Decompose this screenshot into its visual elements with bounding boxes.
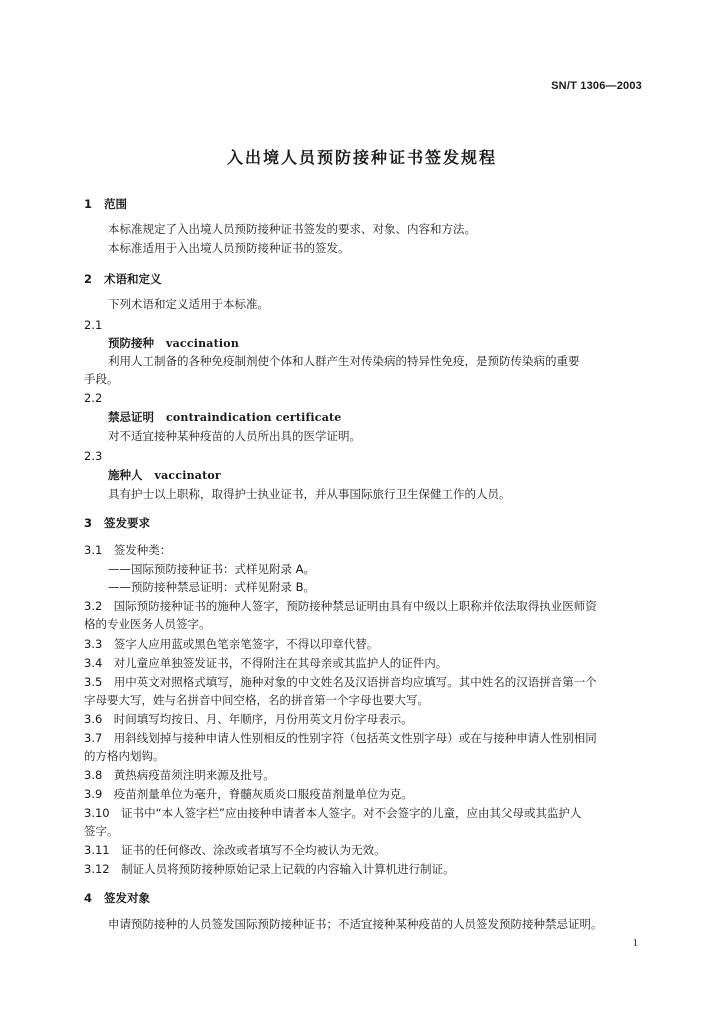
clause-text: 3.5 用中英文对照格式填写，施种对象的中文姓名及汉语拼音均应填写。其中姓名的汉语拼音第一个 bbox=[84, 675, 597, 689]
clause-text: 签字。 bbox=[84, 824, 119, 838]
term-heading bbox=[108, 410, 342, 425]
term-cn: 预防接种 bbox=[108, 336, 154, 350]
document-title: 入出境人员预防接种证书签发规程 bbox=[226, 148, 497, 167]
section-4-number: 4 bbox=[84, 891, 93, 905]
section-2-title: 术语和定义 bbox=[104, 272, 162, 286]
clause-text: 格的专业医务人员签字。 bbox=[84, 617, 211, 631]
clause-text: 的方格内划钩。 bbox=[84, 749, 165, 763]
term-definition: 利用人工制备的各种免疫制剂使个体和人群产生对传染病的特异性免疫，是预防传染病的重要 bbox=[108, 354, 580, 368]
term-cn: 禁忌证明 bbox=[108, 410, 154, 424]
section-4-paragraph: 申请预防接种的人员签发国际预防接种证书；不适宜接种某种疫苗的人员签发预防接种禁忌证明。 bbox=[108, 917, 603, 931]
section-3-heading bbox=[84, 516, 150, 530]
clause-text: 3.6 时间填写均按日、月、年顺序，月份用英文月份字母表示。 bbox=[84, 712, 413, 726]
clause-text: 3.12 制证人员将预防接种原始记录上记载的内容输入计算机进行制证。 bbox=[84, 862, 455, 876]
term-number: 2.3 bbox=[84, 449, 103, 463]
term-en: vaccinator bbox=[154, 469, 221, 482]
term-definition: 对不适宜接种某种疫苗的人员所出具的医学证明。 bbox=[108, 429, 361, 443]
section-2-heading bbox=[84, 272, 162, 286]
clause-text: 3.1 签发种类： bbox=[84, 543, 172, 557]
clause-list-item: ——国际预防接种证书：式样见附录 A。 bbox=[108, 562, 316, 576]
term-definition: 手段。 bbox=[84, 372, 119, 386]
term-number: 2.2 bbox=[84, 391, 103, 405]
section-4-title: 签发对象 bbox=[104, 891, 151, 905]
term-number: 2.1 bbox=[84, 318, 103, 332]
section-1-title: 范围 bbox=[104, 197, 128, 211]
clause-text: 3.10 证书中“本人签字栏”应由接种申请者本人签字。对不会签字的儿童，应由其父母或其监护人 bbox=[84, 806, 582, 820]
clause-text: 3.8 黄热病疫苗须注明来源及批号。 bbox=[84, 768, 275, 782]
section-3-title: 签发要求 bbox=[104, 516, 151, 530]
page-number: 1 bbox=[632, 937, 638, 949]
section-3-number: 3 bbox=[84, 516, 93, 530]
section-4-heading bbox=[84, 891, 150, 905]
section-1-number: 1 bbox=[84, 197, 93, 211]
clause-text: 3.9 疫苗剂量单位为毫升，脊髓灰质炎口服疫苗剂量单位为克。 bbox=[84, 787, 413, 801]
term-cn: 施种人 bbox=[108, 468, 143, 482]
term-en: vaccination bbox=[166, 337, 240, 350]
clause-text: 3.3 签字人应用蓝或黑色笔亲笔签字，不得以印章代替。 bbox=[84, 637, 379, 651]
clause-text: 字母要大写，姓与名拼音中间空格，名的拼音第一个字母也要大写。 bbox=[84, 693, 429, 707]
term-heading bbox=[108, 468, 221, 483]
term-definition: 具有护士以上职称，取得护士执业证书，并从事国际旅行卫生保健工作的人员。 bbox=[108, 487, 511, 501]
term-heading bbox=[108, 336, 239, 351]
section-1-paragraph: 本标准适用于入出境人员预防接种证书的签发。 bbox=[108, 241, 350, 255]
clause-text: 3.4 对儿童应单独签发证书，不得附注在其母亲或其监护人的证件内。 bbox=[84, 656, 448, 670]
section-2-intro: 下列术语和定义适用于本标准。 bbox=[108, 297, 269, 311]
term-en: contraindication certificate bbox=[166, 411, 342, 424]
clause-text: 3.2 国际预防接种证书的施种人签字，预防接种禁忌证明由具有中级以上职称并依法取得执业医师资 bbox=[84, 599, 597, 613]
clause-text: 3.11 证书的任何修改、涂改或者填写不全均被认为无效。 bbox=[84, 843, 386, 857]
clause-list-item: ——预防接种禁忌证明：式样见附录 B。 bbox=[108, 580, 316, 594]
section-1-heading bbox=[84, 197, 127, 211]
section-1-paragraph: 本标准规定了入出境人员预防接种证书签发的要求、对象、内容和方法。 bbox=[108, 222, 476, 236]
clause-text: 3.7 用斜线划掉与接种申请人性别相反的性别字符（包括英文性别字母）或在与接种申请人性别相同 bbox=[84, 731, 597, 745]
standard-number: SN/T 1306—2003 bbox=[551, 80, 642, 92]
section-2-number: 2 bbox=[84, 272, 93, 286]
